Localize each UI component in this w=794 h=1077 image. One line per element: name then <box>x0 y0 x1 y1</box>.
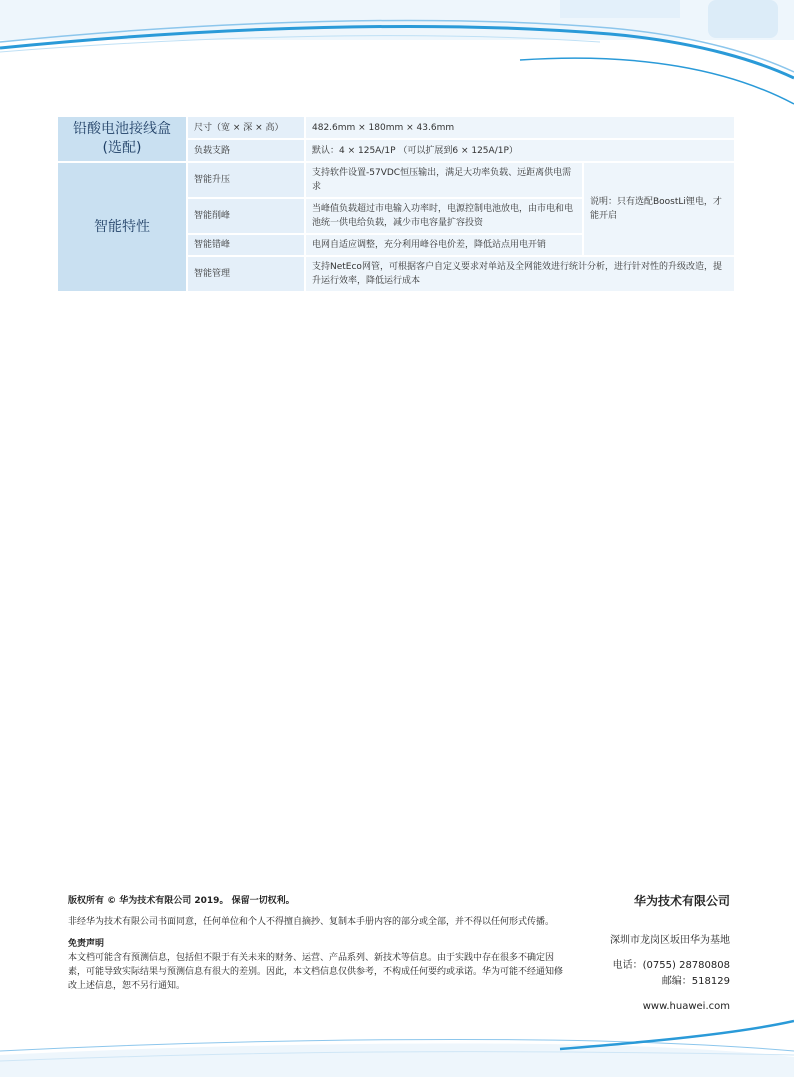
spec-table <box>56 115 736 293</box>
group-cell-battery-box <box>58 117 186 161</box>
row-name-smart-boost: 智能升压 <box>188 163 304 197</box>
row-value-load-branch: 默认：4 × 125A/1P （可以扩展到6 × 125A/1P） <box>306 140 734 161</box>
disclaimer-text: 本文档可能含有预测信息，包括但不限于有关未来的财务、运营、产品系列、新技术等信息。由于实践中存在很多不确定因素，可能导致实际结果与预测信息有很大的差别。因此，本文档信息仅供参考，不构成任何要约或承诺。华为可能不经通知修改上述信息，恕不另行通知。 <box>68 953 564 991</box>
row-value-smart-management: 支持NetEco网管，可根据客户自定义要求对单站及全网能效进行统计分析，进行针对性的升级改造，提升运行效率，降低运行成本 <box>306 257 734 291</box>
row-value-peak-staggering: 电网自适应调整，充分利用峰谷电价差，降低站点用电开销 <box>306 235 582 255</box>
top-wave-decoration <box>0 0 794 110</box>
row-value-peak-shaving: 当峰值负载超过市电输入功率时，电源控制电池放电，由市电和电池统一供电给负载，减少市电容量扩容投资 <box>306 199 582 233</box>
group-cell-smart-features: 智能特性 <box>58 163 186 291</box>
footer-legal <box>68 894 568 993</box>
smart-note: 说明：只有选配BoostLi锂电，才能开启 <box>584 163 734 255</box>
company-website: www.huawei.com <box>642 1001 730 1012</box>
company-postcode: 邮编：518129 <box>661 976 730 987</box>
company-name: 华为技术有限公司 <box>633 894 730 908</box>
disclaimer-title: 免责声明 <box>68 939 105 949</box>
table-row <box>58 163 734 197</box>
row-name-smart-management: 智能管理 <box>188 257 304 291</box>
footer-contact <box>510 892 730 1014</box>
row-name-dimensions: 尺寸（宽 × 深 × 高） <box>188 117 304 138</box>
table-row <box>58 117 734 138</box>
copyright-text: 非经华为技术有限公司书面同意，任何单位和个人不得擅自摘抄、复制本手册内容的部分或全部，并不得以任何形式传播。 <box>68 917 555 927</box>
row-value-smart-boost: 支持软件设置-57VDC恒压输出，满足大功率负载、远距离供电需求 <box>306 163 582 197</box>
company-phone: 电话：(0755) 28780808 <box>612 960 730 971</box>
group-label-battery-box: 铅酸电池接线盒 (选配) <box>73 121 171 156</box>
row-name-load-branch: 负载支路 <box>188 140 304 161</box>
copyright-line: 版权所有 © 华为技术有限公司 2019。 保留一切权利。 <box>68 896 295 906</box>
bottom-wave-decoration <box>0 1015 794 1077</box>
company-address: 深圳市龙岗区坂田华为基地 <box>610 935 730 946</box>
row-name-peak-staggering: 智能错峰 <box>188 235 304 255</box>
row-value-dimensions: 482.6mm × 180mm × 43.6mm <box>306 117 734 138</box>
row-name-peak-shaving: 智能削峰 <box>188 199 304 233</box>
